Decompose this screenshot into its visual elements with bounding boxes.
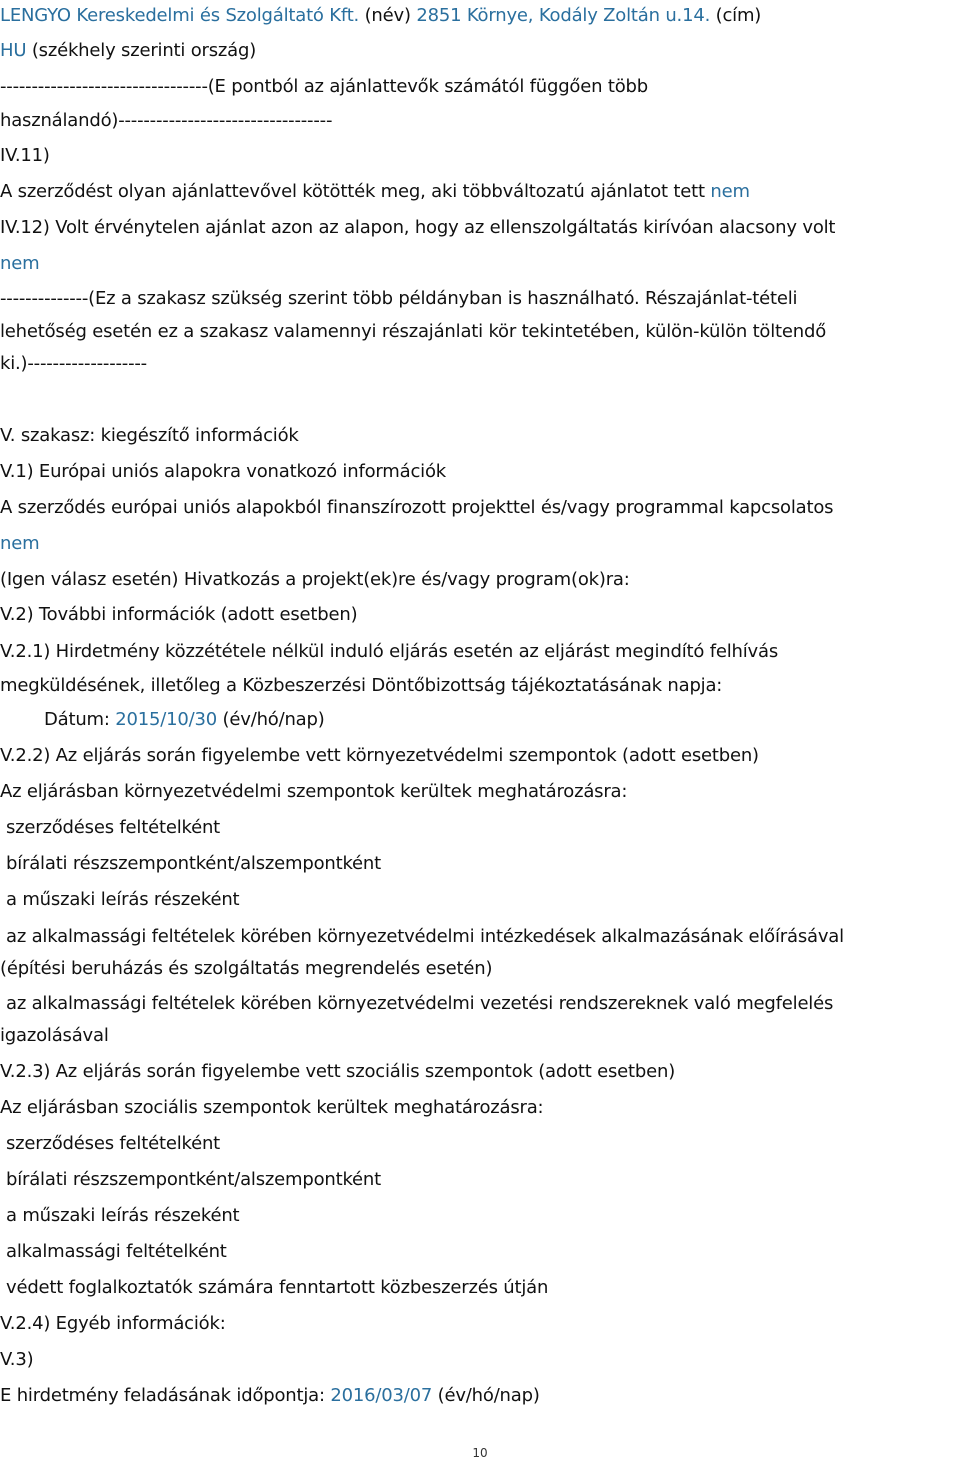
env-option-suitability-measures-cont: (építési beruházás és szolgáltatás megrendelés esetén) bbox=[0, 958, 493, 979]
env-option-evaluation: bírálati részszempontként/alszempontként bbox=[6, 853, 381, 874]
section-iv12-answer: nem bbox=[0, 253, 40, 274]
separator-note-2: használandó)---------------------------------- bbox=[0, 110, 333, 131]
date-value: 2015/10/30 bbox=[115, 709, 218, 730]
eu-funds-question: A szerződés európai uniós alapokból finanszírozott projekttel és/vagy programmal kapcsolatos bbox=[0, 497, 834, 518]
section-v3-heading: V.3) bbox=[0, 1349, 34, 1370]
section-v-heading: V. szakasz: kiegészítő információk bbox=[0, 425, 299, 446]
social-option-suitability: alkalmassági feltételként bbox=[6, 1241, 227, 1262]
name-label: (név) bbox=[359, 5, 417, 26]
env-option-contract-terms: szerződéses feltételként bbox=[6, 817, 221, 838]
section-note-3: ki.)------------------- bbox=[0, 353, 147, 374]
section-iv11-heading: IV.11) bbox=[0, 145, 50, 166]
date-line bbox=[44, 709, 325, 731]
section-v21-line-1: V.2.1) Hirdetmény közzététele nélkül induló eljárás esetén az eljárást megindító felhívás bbox=[0, 641, 779, 662]
social-option-contract-terms: szerződéses feltételként bbox=[6, 1133, 221, 1154]
env-criteria-intro: Az eljárásban környezetvédelmi szempontok kerültek meghatározásra: bbox=[0, 781, 628, 802]
contractor-name: LENGYO Kereskedelmi és Szolgáltató Kft. bbox=[0, 5, 360, 26]
env-option-management-systems-cont: igazolásával bbox=[0, 1025, 109, 1046]
section-v23-heading: V.2.3) Az eljárás során figyelembe vett szociális szempontok (adott esetben) bbox=[0, 1061, 676, 1082]
section-note-2: lehetőség esetén ez a szakasz valamennyi részajánlati kör tekintetében, külön-külön töltendő bbox=[0, 321, 827, 342]
country-code: HU bbox=[0, 40, 27, 61]
dispatch-date-value: 2016/03/07 bbox=[330, 1385, 433, 1406]
contractor-address: 2851 Környe, Kodály Zoltán u.14. bbox=[416, 5, 711, 26]
dispatch-date-line bbox=[0, 1385, 540, 1407]
page-number: 10 bbox=[472, 1446, 488, 1460]
address-label: (cím) bbox=[710, 5, 762, 26]
section-iv12-question: IV.12) Volt érvénytelen ajánlat azon az alapon, hogy az ellenszolgáltatás kirívóan alacsony volt bbox=[0, 217, 836, 238]
env-option-suitability-measures: az alkalmassági feltételek körében környezetvédelmi intézkedések alkalmazásának előírásával bbox=[6, 926, 844, 947]
eu-funds-answer: nem bbox=[0, 533, 40, 554]
separator-note-1: ---------------------------------(E pontból az ajánlattevők számától függően több bbox=[0, 76, 648, 97]
country-label: (székhely szerinti ország) bbox=[26, 40, 257, 61]
section-v1-heading: V.1) Európai uniós alapokra vonatkozó információk bbox=[0, 461, 446, 482]
section-v21-line-2: megküldésének, illetőleg a Közbeszerzési Döntőbizottság tájékoztatásának napja: bbox=[0, 675, 723, 696]
variant-offer-answer: nem bbox=[710, 181, 750, 202]
country-line bbox=[0, 40, 256, 62]
section-v24-heading: V.2.4) Egyéb információk: bbox=[0, 1313, 226, 1334]
date-format: (év/hó/nap) bbox=[217, 709, 325, 730]
dispatch-date-format: (év/hó/nap) bbox=[432, 1385, 540, 1406]
social-criteria-intro: Az eljárásban szociális szempontok kerültek meghatározásra: bbox=[0, 1097, 544, 1118]
social-option-technical-spec: a műszaki leírás részeként bbox=[6, 1205, 240, 1226]
date-label: Dátum: bbox=[44, 709, 116, 730]
variant-offer-text: A szerződést olyan ajánlattevővel kötötték meg, aki többváltozatú ajánlatot tett bbox=[0, 181, 711, 202]
social-option-sheltered: védett foglalkoztatók számára fenntartott közbeszerzés útján bbox=[6, 1277, 549, 1298]
dispatch-date-label: E hirdetmény feladásának időpontja: bbox=[0, 1385, 331, 1406]
env-option-management-systems: az alkalmassági feltételek körében környezetvédelmi vezetési rendszereknek való megfelelés bbox=[6, 993, 834, 1014]
contractor-line bbox=[0, 5, 761, 27]
section-v2-heading: V.2) További információk (adott esetben) bbox=[0, 604, 358, 625]
project-reference-line: (Igen válasz esetén) Hivatkozás a projekt(ek)re és/vagy program(ok)ra: bbox=[0, 569, 630, 590]
env-option-technical-spec: a műszaki leírás részeként bbox=[6, 889, 240, 910]
section-note-1: --------------(Ez a szakasz szükség szerint több példányban is használható. Részajánlat-tételi bbox=[0, 288, 798, 309]
social-option-evaluation: bírálati részszempontként/alszempontként bbox=[6, 1169, 381, 1190]
variant-offer-line bbox=[0, 181, 750, 203]
section-v22-heading: V.2.2) Az eljárás során figyelembe vett környezetvédelmi szempontok (adott esetben) bbox=[0, 745, 759, 766]
